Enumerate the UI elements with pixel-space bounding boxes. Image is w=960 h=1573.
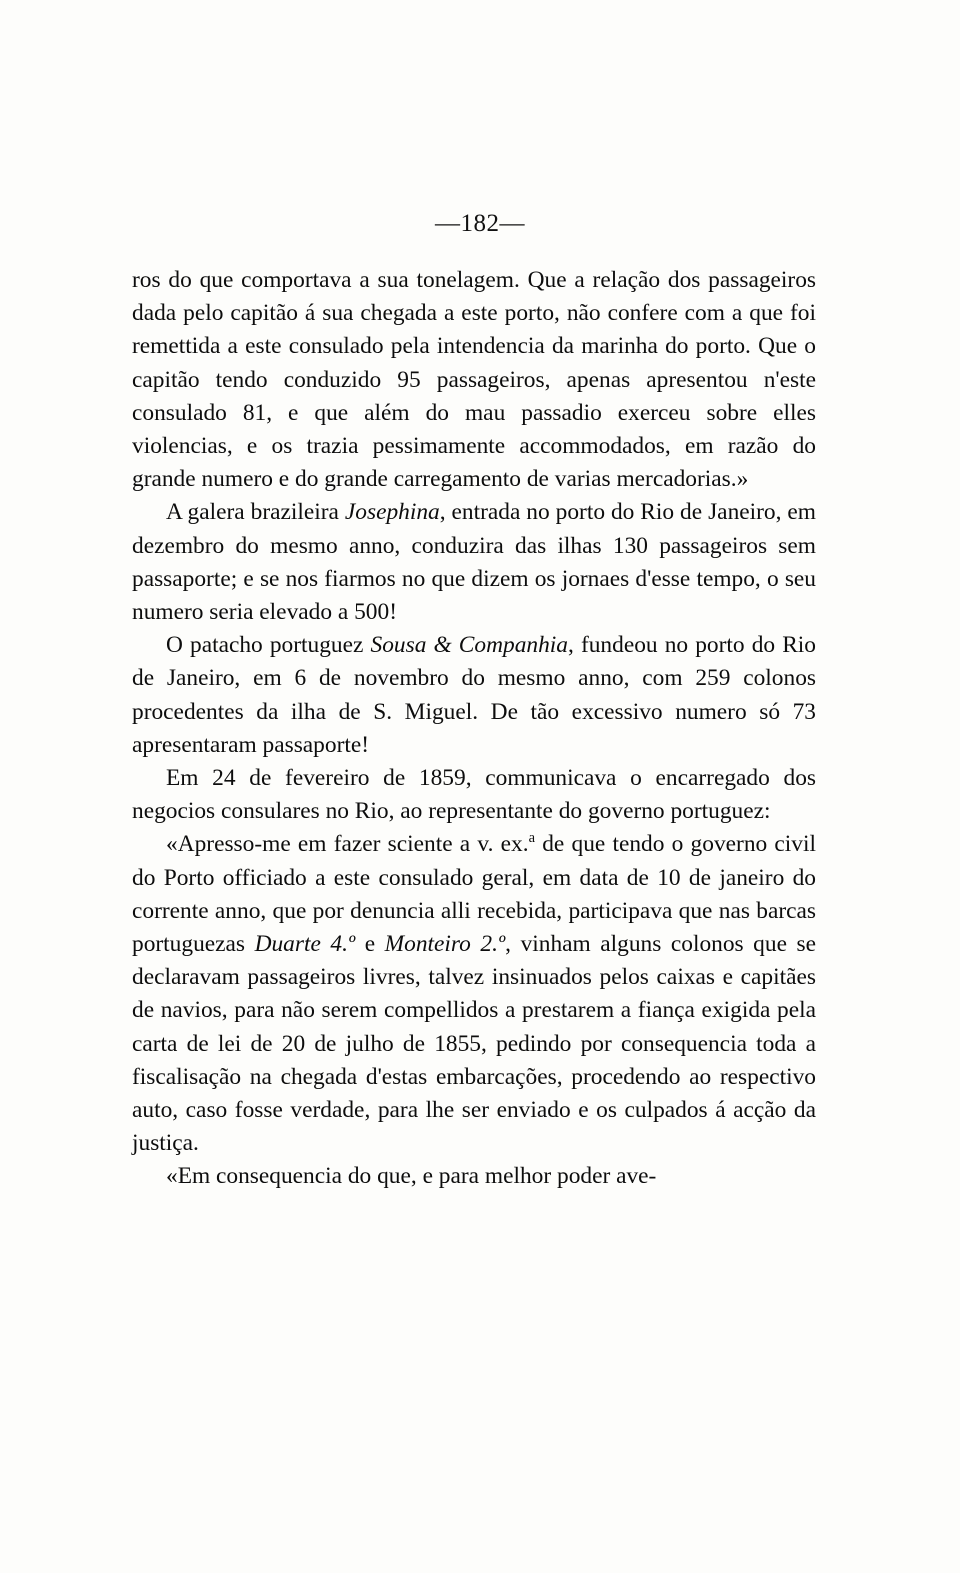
paragraph-4: Em 24 de fevereiro de 1859, communicava o encarregado dos negocios consulares no Rio, ao representante do governo portuguez: bbox=[132, 765, 816, 825]
ship-name-monteiro: Monteiro 2.º bbox=[384, 931, 506, 958]
page-body bbox=[132, 264, 816, 1194]
paragraph-3: O patacho portuguez Sousa & Companhia, fundeou no porto do Rio de Janeiro, em 6 de novembro do mesmo anno, com 259 colonos procedentes da ilha de S. Miguel. De tão excessivo numero só 73 apresentaram passaporte! bbox=[132, 632, 817, 758]
paragraph-6: «Em consequencia do que, e para melhor poder ave- bbox=[166, 1163, 657, 1190]
page-number: —182— bbox=[435, 210, 525, 237]
ship-name-duarte: Duarte 4.º bbox=[254, 931, 356, 958]
paragraph-1: ros do que comportava a sua tonelagem. Que a relação dos passageiros dada pelo capitão á sua chegada a este porto, não confere com a que foi remettida a este consulado pela intendencia da marinha do porto. Que o capitão tendo conduzido 95 passageiros, apenas apresentou n'este consulado 81, e que além do mau passadio exerceu sobre elles violencias, e os trazia pessimamente accommodados, em razão do grande numero e do grande carregamento de varias mercadorias.» bbox=[132, 267, 816, 493]
paragraph-2: A galera brazileira Josephina, entrada no porto do Rio de Janeiro, em dezembro do mesmo anno, conduzira das ilhas 130 passageiros sem passaporte; e se nos fiarmos no que dizem os jornaes d'esse tempo, o seu numero seria elevado a 500! bbox=[132, 499, 817, 626]
ship-name-sousa-companhia: Sousa & Companhia bbox=[370, 632, 568, 659]
paragraph-5: «Apresso-me em fazer sciente a v. ex.$^a$ de que tendo o governo civil do Porto officiado a este consulado geral, em data de 10 de janeiro do corrente anno, que por denuncia alli recebida, participava que nas barcas portuguezas Duarte 4.º e Monteiro 2.º, vinham alguns colonos que se declaravam passageiros livres, talvez insinuados pelos caixas e capitães de navios, para não serem compellidos a prestarem a fiança exigida pela carta de lei de 20 de julho de 1855, pedindo por consequencia toda a fiscalisação na chegada d'estas embarcações, procedendo ao respectivo auto, caso fosse verdade, para lhe ser enviado e os culpados á acção da justiça. bbox=[132, 830, 816, 1157]
ship-name-josephina: Josephina bbox=[344, 499, 440, 526]
